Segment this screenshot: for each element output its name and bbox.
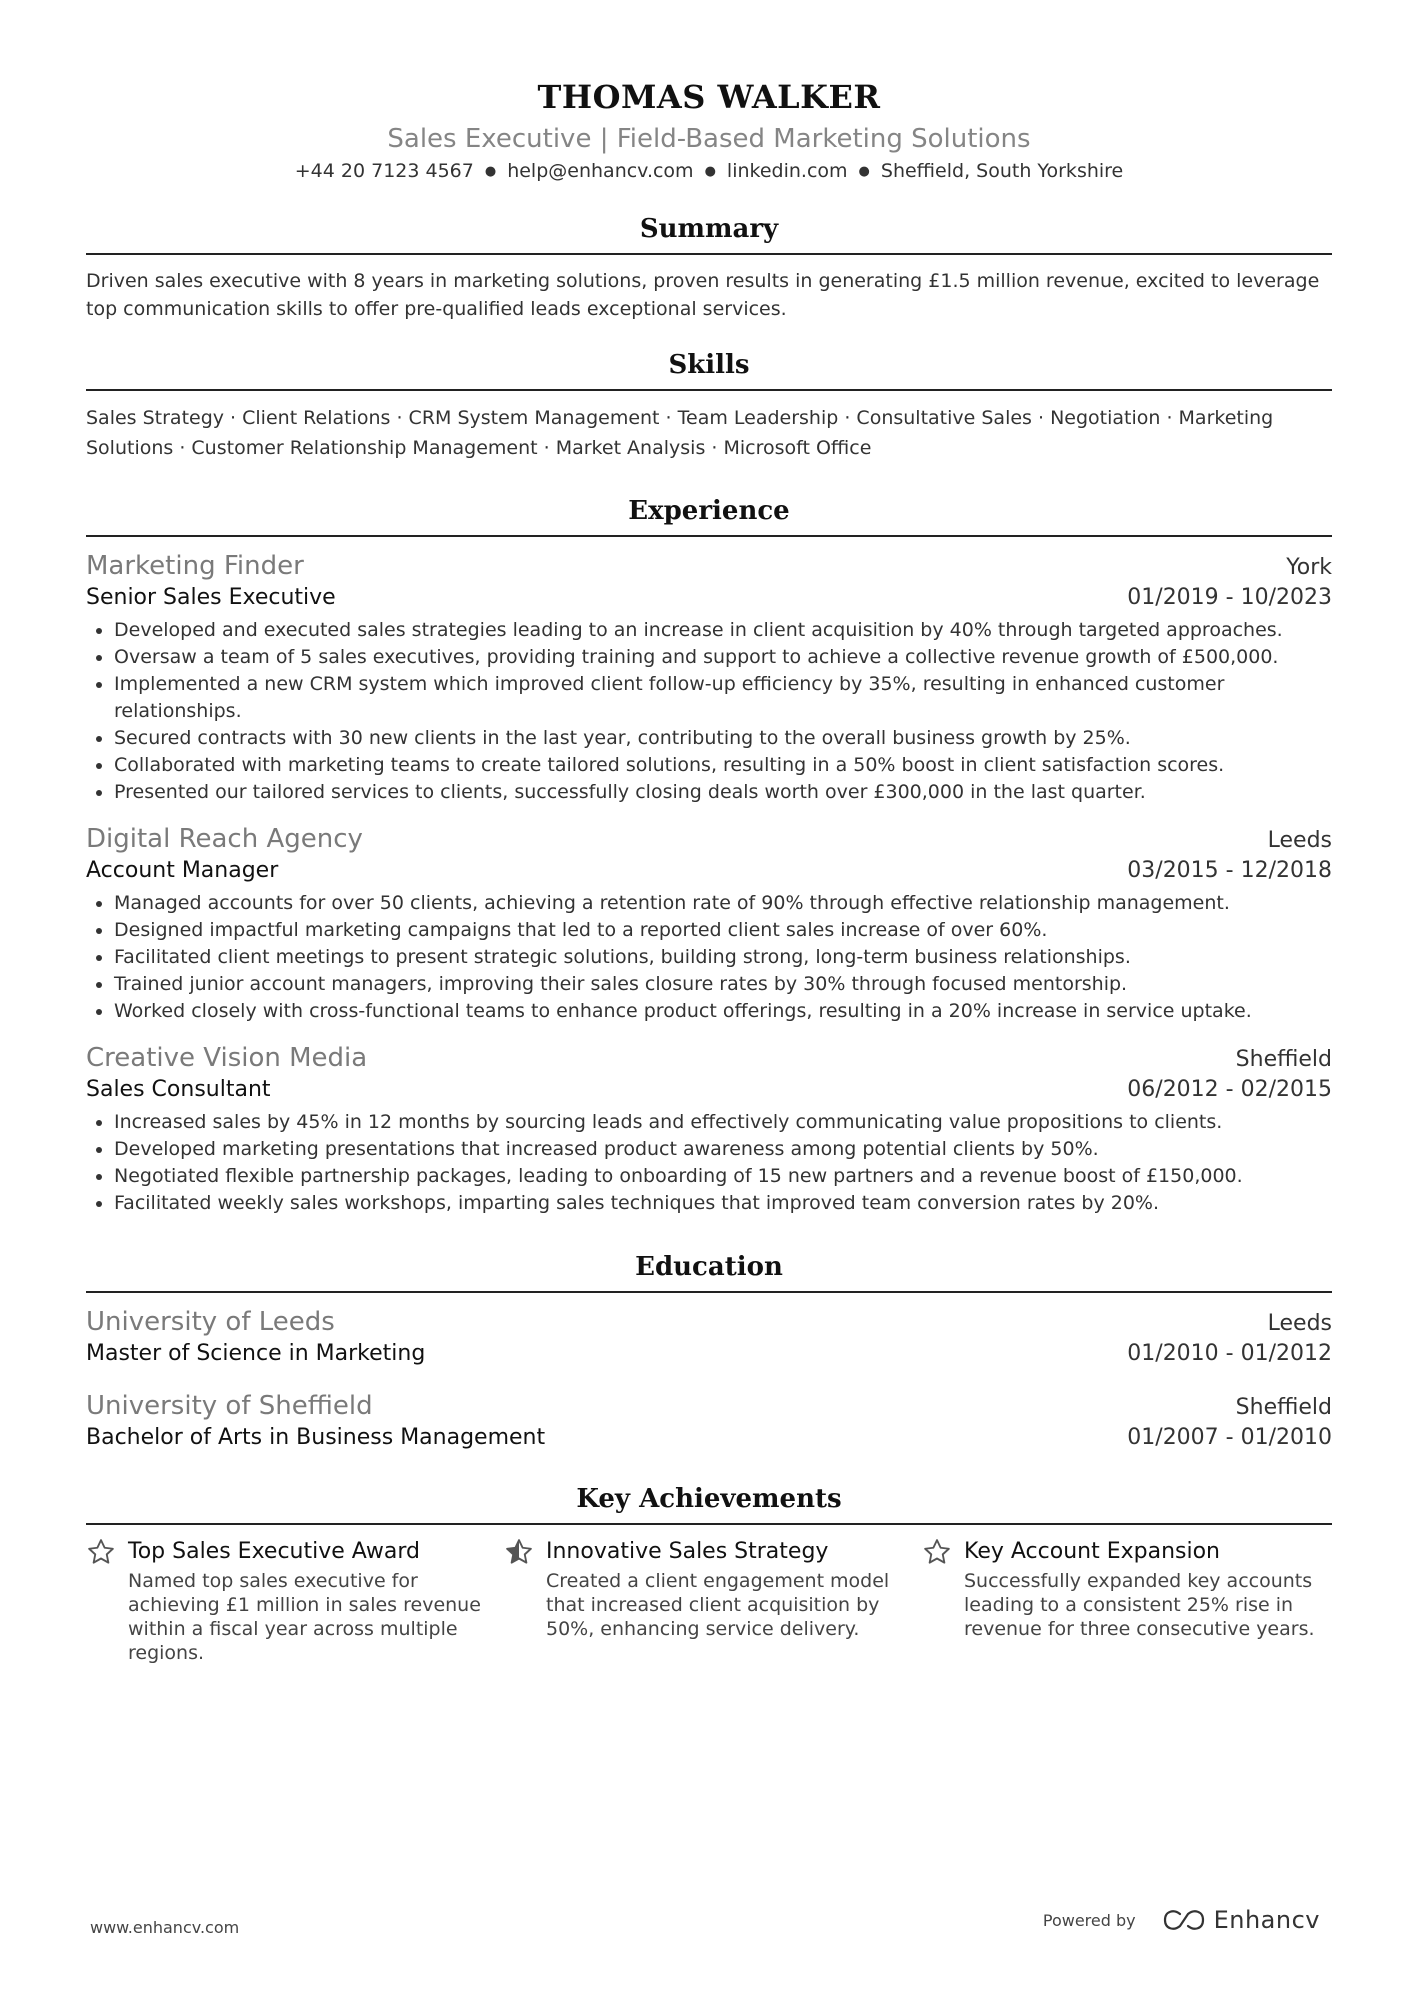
star-outline-icon	[922, 1537, 952, 1567]
job-bullet: • Facilitated weekly sales workshops, imparting sales techniques that improved team conversion rates by 20%.	[114, 1190, 1332, 1217]
job-company: Marketing Finder	[86, 551, 304, 581]
section-title-achievements: Key Achievements	[86, 1479, 1332, 1525]
job-bullet: • Increased sales by 45% in 12 months by sourcing leads and effectively communicating value propositions to clients.	[114, 1109, 1332, 1136]
brand-logo[interactable]	[1162, 1906, 1320, 1934]
job-bullet: • Developed and executed sales strategies leading to an increase in client acquisition by 40% through targeted approaches.	[114, 617, 1332, 644]
section-title-experience: Experience	[86, 491, 1332, 537]
achievement-item	[922, 1537, 1332, 1665]
job-dates: 06/2012 - 02/2015	[1127, 1077, 1332, 1102]
powered-by-label: Powered by	[1042, 1910, 1136, 1930]
school-name: University of Sheffield	[86, 1391, 373, 1421]
job-bullet: • Negotiated flexible partnership packages, leading to onboarding of 15 new partners and a revenue boost of £150,000.	[114, 1163, 1332, 1190]
education-entry	[86, 1389, 1332, 1453]
job-bullet: • Oversaw a team of 5 sales executives, providing training and support to achieve a collective revenue growth of £500,000.	[114, 644, 1332, 671]
candidate-name: THOMAS WALKER	[537, 78, 881, 116]
footer-website[interactable]: www.enhancv.com	[90, 1918, 240, 1937]
education-section	[86, 1247, 1332, 1453]
achievement-body	[964, 1537, 1332, 1665]
achievement-body	[128, 1537, 496, 1665]
achievement-description: Named top sales executive for achieving £1 million in sales revenue within a fiscal year across multiple regions.	[128, 1570, 481, 1664]
contact-line	[86, 158, 1332, 187]
job-role-row	[86, 856, 1332, 886]
candidate-headline: Sales Executive | Field-Based Marketing Solutions	[387, 124, 1031, 154]
job-location: York	[1286, 555, 1332, 580]
skills-section	[86, 345, 1332, 463]
achievement-description: Successfully expanded key accounts leading to a consistent 25% rise in revenue for three consecutive years.	[964, 1570, 1315, 1640]
contact-email[interactable]: help@enhancv.com	[507, 160, 694, 182]
job-location: Sheffield	[1235, 1047, 1332, 1072]
star-half-icon	[504, 1537, 534, 1567]
job-entry	[86, 822, 1332, 1025]
job-bullets	[86, 890, 1332, 1025]
school-name: University of Leeds	[86, 1307, 335, 1337]
job-location: Leeds	[1267, 828, 1332, 853]
education-degree-row	[86, 1339, 1332, 1369]
summary-section	[86, 209, 1332, 323]
school-location: Sheffield	[1235, 1395, 1332, 1420]
section-title-skills: Skills	[86, 345, 1332, 391]
job-bullet: • Trained junior account managers, improving their sales closure rates by 30% through focused mentorship.	[114, 971, 1332, 998]
job-company: Digital Reach Agency	[86, 824, 363, 854]
job-company: Creative Vision Media	[86, 1043, 368, 1073]
achievement-body	[546, 1537, 914, 1665]
summary-text: Driven sales executive with 8 years in marketing solutions, proven results in generating £1.5 million revenue, excited to leverage top communication skills to offer pre-qualified leads exceptional services.	[86, 270, 1320, 320]
job-bullet: • Facilitated client meetings to present strategic solutions, building strong, long-term business relationships.	[114, 944, 1332, 971]
experience-section	[86, 491, 1332, 1217]
job-dates: 03/2015 - 12/2018	[1127, 858, 1332, 883]
degree: Bachelor of Arts in Business Management	[86, 1425, 546, 1450]
separator-dot: ●	[484, 164, 497, 179]
achievements-grid	[86, 1537, 1332, 1665]
job-role-row	[86, 583, 1332, 613]
job-bullet: • Designed impactful marketing campaigns that led to a reported client sales increase of over 60%.	[114, 917, 1332, 944]
education-header-row	[86, 1389, 1332, 1423]
job-header-row	[86, 549, 1332, 583]
job-role-row	[86, 1075, 1332, 1105]
degree: Master of Science in Marketing	[86, 1341, 426, 1366]
education-degree-row	[86, 1423, 1332, 1453]
separator-dot: ●	[704, 164, 716, 179]
education-dates: 01/2010 - 01/2012	[1127, 1341, 1332, 1366]
job-entry	[86, 1041, 1332, 1217]
achievement-title: Key Account Expansion	[964, 1539, 1220, 1564]
star-outline-icon	[86, 1537, 116, 1567]
education-header-row	[86, 1305, 1332, 1339]
job-header-row	[86, 822, 1332, 856]
achievements-section	[86, 1479, 1332, 1665]
school-location: Leeds	[1267, 1311, 1332, 1336]
job-bullet: • Managed accounts for over 50 clients, achieving a retention rate of 90% through effective relationship management.	[114, 890, 1332, 917]
separator-dot: ●	[858, 164, 870, 179]
job-bullet: • Worked closely with cross-functional teams to enhance product offerings, resulting in a 20% increase in service uptake.	[114, 998, 1332, 1025]
job-bullet: • Presented our tailored services to clients, successfully closing deals worth over £300,000 in the last quarter.	[114, 779, 1332, 806]
job-dates: 01/2019 - 10/2023	[1127, 585, 1332, 610]
job-role: Sales Consultant	[86, 1077, 271, 1102]
section-title-summary: Summary	[86, 209, 1332, 255]
job-bullet: • Developed marketing presentations that increased product awareness among potential clients by 50%.	[114, 1136, 1332, 1163]
achievement-item	[504, 1537, 914, 1665]
achievement-title: Top Sales Executive Award	[128, 1539, 421, 1564]
achievement-item	[86, 1537, 496, 1665]
contact-location: Sheffield, South Yorkshire	[880, 160, 1124, 182]
contact-linkedin[interactable]: linkedin.com	[726, 160, 848, 182]
job-bullet: • Secured contracts with 30 new clients in the last year, contributing to the overall business growth by 25%.	[114, 725, 1332, 752]
job-header-row	[86, 1041, 1332, 1075]
footer-branding	[1043, 1906, 1320, 1934]
skills-text: Sales Strategy · Client Relations · CRM System Management · Team Leadership · Consultative Sales · Negotiation · Marketing Solutions · Customer Relationship Management · Market Analysis · Microsoft Office	[86, 407, 1274, 459]
job-bullet: • Implemented a new CRM system which improved client follow-up efficiency by 35%, resulting in enhanced customer relationships.	[114, 671, 1332, 725]
education-dates: 01/2007 - 01/2010	[1127, 1425, 1332, 1450]
job-role: Account Manager	[86, 858, 279, 883]
resume-content	[86, 74, 1332, 1665]
enhancv-logo-icon	[1162, 1908, 1206, 1932]
education-entry	[86, 1305, 1332, 1369]
contact-phone: +44 20 7123 4567	[294, 160, 474, 182]
job-bullets	[86, 1109, 1332, 1217]
job-bullet: • Collaborated with marketing teams to create tailored solutions, resulting in a 50% boost in client satisfaction scores.	[114, 752, 1332, 779]
job-entry	[86, 549, 1332, 806]
resume-header	[86, 74, 1332, 187]
achievement-description: Created a client engagement model that increased client acquisition by 50%, enhancing service delivery.	[546, 1570, 890, 1640]
job-bullets	[86, 617, 1332, 806]
achievement-title: Innovative Sales Strategy	[546, 1539, 829, 1564]
section-title-education: Education	[86, 1247, 1332, 1293]
brand-name: Enhancv	[1213, 1906, 1320, 1934]
job-role: Senior Sales Executive	[86, 585, 336, 610]
